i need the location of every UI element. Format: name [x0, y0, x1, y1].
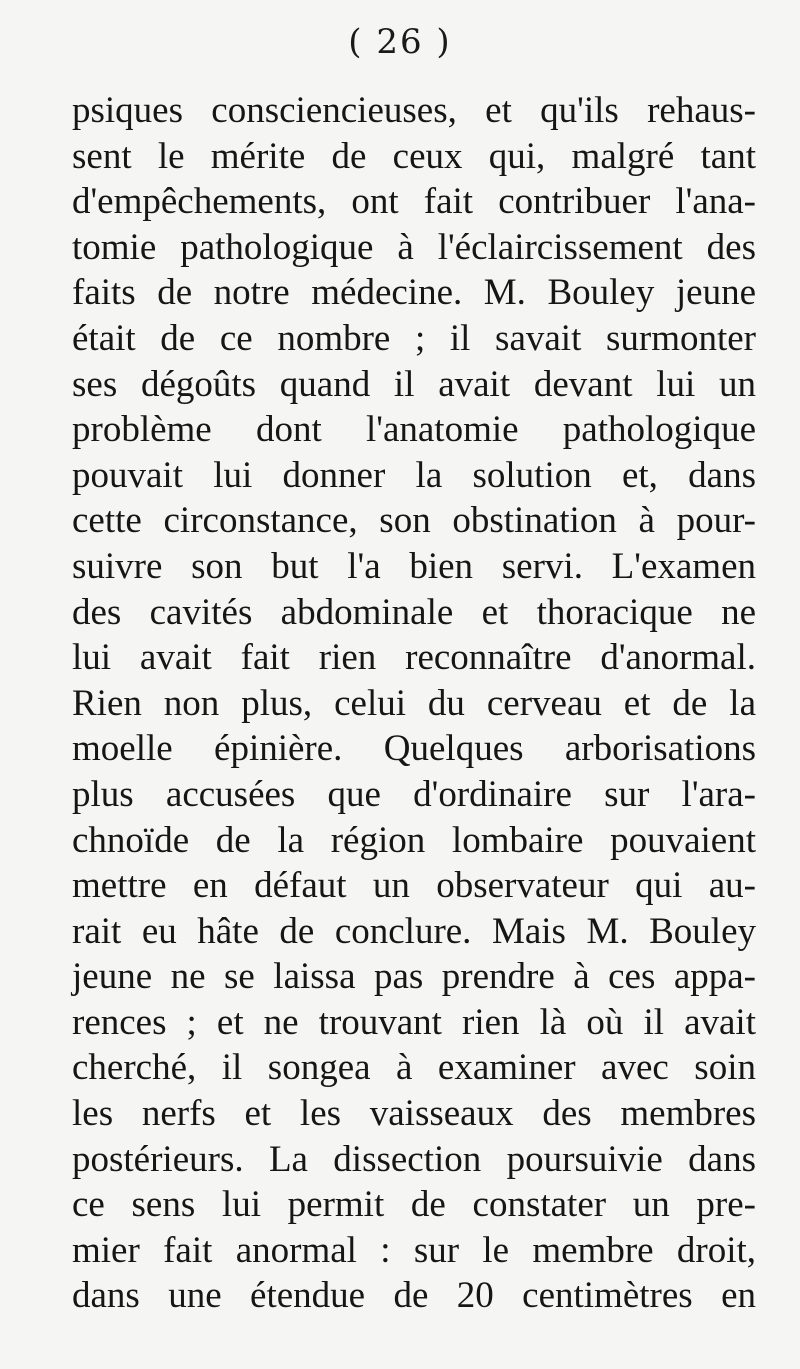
body-text [72, 88, 756, 1319]
text-line-18: mettre en défaut un observateur qui au- [72, 865, 756, 907]
text-line-9: pouvait lui donner la solution et, dans [72, 454, 756, 496]
text-line-11: suivre son but l'a bien servi. L'examen [72, 545, 756, 587]
text-line-12: des cavités abdominale et thoracique ne [72, 591, 756, 633]
text-line-17: chnoïde de la région lombaire pouvaient [72, 819, 756, 861]
text-line-7: ses dégoûts quand il avait devant lui un [72, 363, 756, 405]
text-line-20: jeune ne se laissa pas prendre à ces appa- [72, 956, 756, 998]
text-line-10: cette circonstance, son obstination à pour- [72, 500, 756, 542]
text-line-25: ce sens lui permit de constater un pre- [72, 1184, 756, 1226]
page-number: ( 26 ) [348, 22, 452, 62]
text-line-1: psiques consciencieuses, et qu'ils rehaus- [72, 90, 756, 131]
text-line-22: cherché, il songea à examiner avec soin [72, 1047, 756, 1089]
text-line-3: d'empêchements, ont fait contribuer l'ana- [72, 181, 756, 223]
text-line-27: dans une étendue de 20 centimètres en [72, 1275, 756, 1317]
text-line-8: problème dont l'anatomie pathologique [72, 409, 756, 451]
text-line-26: mier fait anormal : sur le membre droit, [72, 1229, 756, 1271]
text-line-15: moelle épinière. Quelques arborisations [72, 728, 756, 770]
text-line-2: sent le mérite de ceux qui, malgré tant [72, 135, 756, 177]
text-line-13: lui avait fait rien reconnaître d'anormal. [72, 637, 756, 679]
text-line-5: faits de notre médecine. M. Bouley jeune [72, 272, 756, 314]
text-line-24: postérieurs. La dissection poursuivie dans [72, 1138, 756, 1180]
text-line-21: rences ; et ne trouvant rien là où il avait [72, 1001, 756, 1043]
text-line-4: tomie pathologique à l'éclaircissement des [72, 226, 756, 268]
text-line-16: plus accusées que d'ordinaire sur l'ara- [72, 773, 756, 815]
text-line-23: les nerfs et les vaisseaux des membres [72, 1093, 756, 1135]
text-line-14: Rien non plus, celui du cerveau et de la [72, 682, 756, 724]
text-line-6: était de ce nombre ; il savait surmonter [72, 317, 756, 359]
text-line-19: rait eu hâte de conclure. Mais M. Bouley [72, 910, 756, 952]
